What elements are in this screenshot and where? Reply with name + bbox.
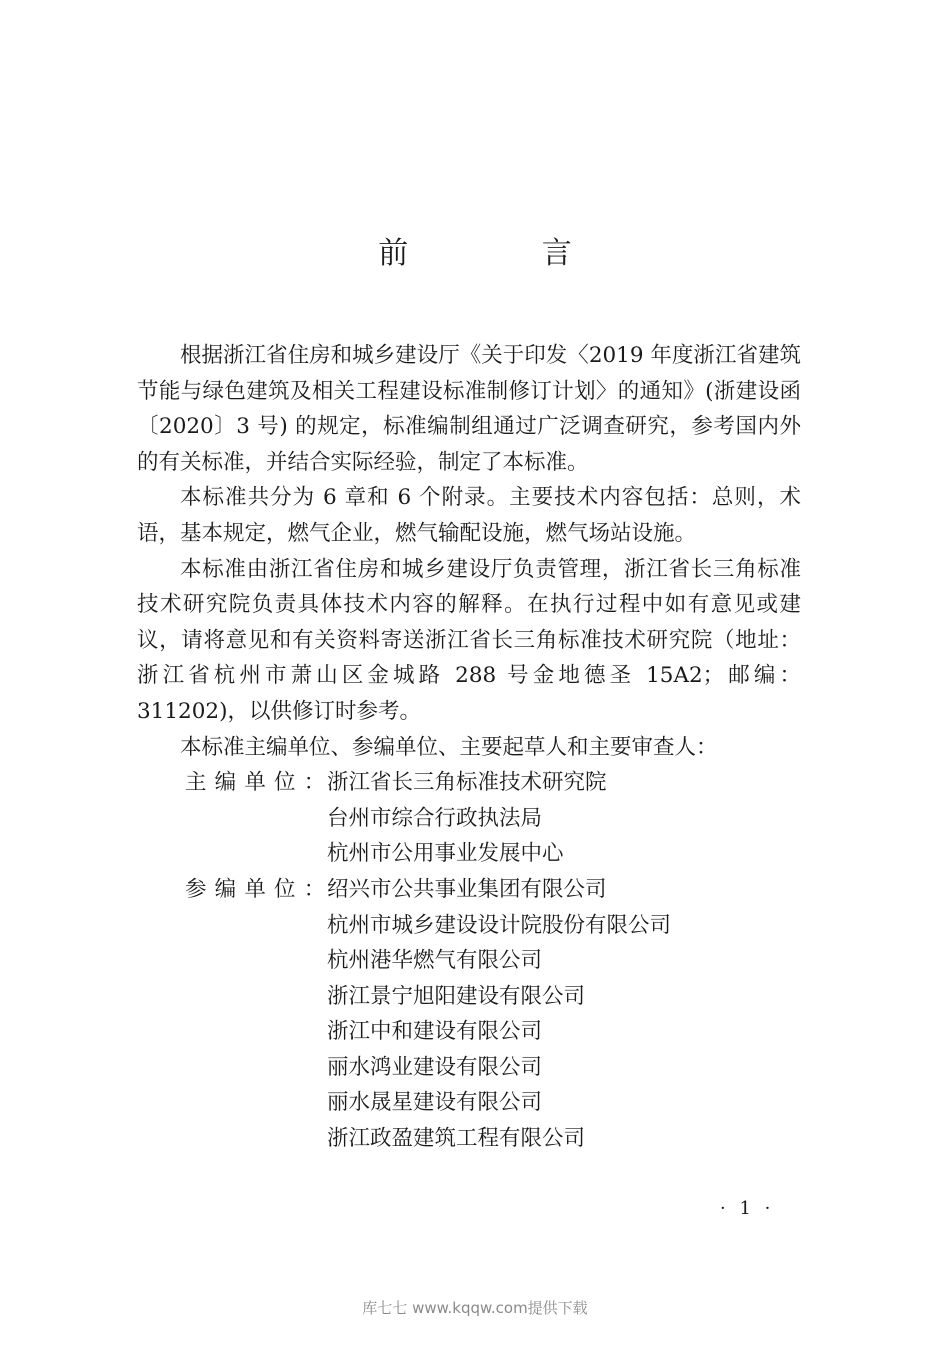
page-title: 前 言 <box>378 236 634 271</box>
participating-section <box>137 872 801 1157</box>
org-item: 绍兴市公共事业集团有限公司 <box>327 876 607 902</box>
page-number: · 1 · <box>720 1198 775 1219</box>
org-item: 台州市综合行政执法局 <box>327 805 543 831</box>
org-item: 杭州市城乡建设设计院股份有限公司 <box>327 912 672 938</box>
paragraph-content: 本标准共分为 6 章和 6 个附录。主要技术内容包括：总则，术语，基本规定，燃气企业，燃气输配设施，燃气场站设施。 <box>137 485 801 546</box>
org-item: 浙江中和建设有限公司 <box>327 1019 543 1045</box>
participating-label: 参编单位： <box>185 876 326 902</box>
org-item: 杭州市公用事业发展中心 <box>327 841 564 867</box>
chief-editor-orgs <box>327 765 801 872</box>
org-item: 丽水晟星建设有限公司 <box>327 1090 543 1116</box>
paragraph-basis: 根据浙江省住房和城乡建设厅《关于印发〈2019 年度浙江省建筑节能与绿色建筑及相关工程建设标准制修订计划〉的通知》(浙建设函〔2020〕3 号) 的规定，标准编制组通过广泛调查研究，参考国内外的有关标准，并结合实际经验，制定了本标准。 <box>137 343 801 475</box>
org-item: 杭州港华燃气有限公司 <box>327 948 543 974</box>
watermark: 库七七 www.kqqw.com提供下载 <box>362 1299 588 1317</box>
paragraph-management: 本标准由浙江省住房和城乡建设厅负责管理，浙江省长三角标准技术研究院负责具体技术内容的解释。在执行过程中如有意见或建议，请将意见和有关资料寄送浙江省长三角标准技术研究院（地址：浙江省杭州市萧山区金城路 288 号金地德圣 15A2；邮编：311202)，以供修订时参考。 <box>137 556 801 724</box>
org-item: 浙江省长三角标准技术研究院 <box>327 770 607 796</box>
paragraph-units-intro: 本标准主编单位、参编单位、主要起草人和主要审查人： <box>180 734 718 760</box>
chief-editor-section <box>137 765 801 872</box>
org-item: 浙江景宁旭阳建设有限公司 <box>327 983 586 1009</box>
org-item: 浙江政盈建筑工程有限公司 <box>327 1126 586 1152</box>
preface-body <box>137 338 801 1157</box>
org-item: 丽水鸿业建设有限公司 <box>327 1054 543 1080</box>
chief-editor-label: 主编单位： <box>185 770 326 796</box>
participating-orgs <box>327 872 801 1157</box>
